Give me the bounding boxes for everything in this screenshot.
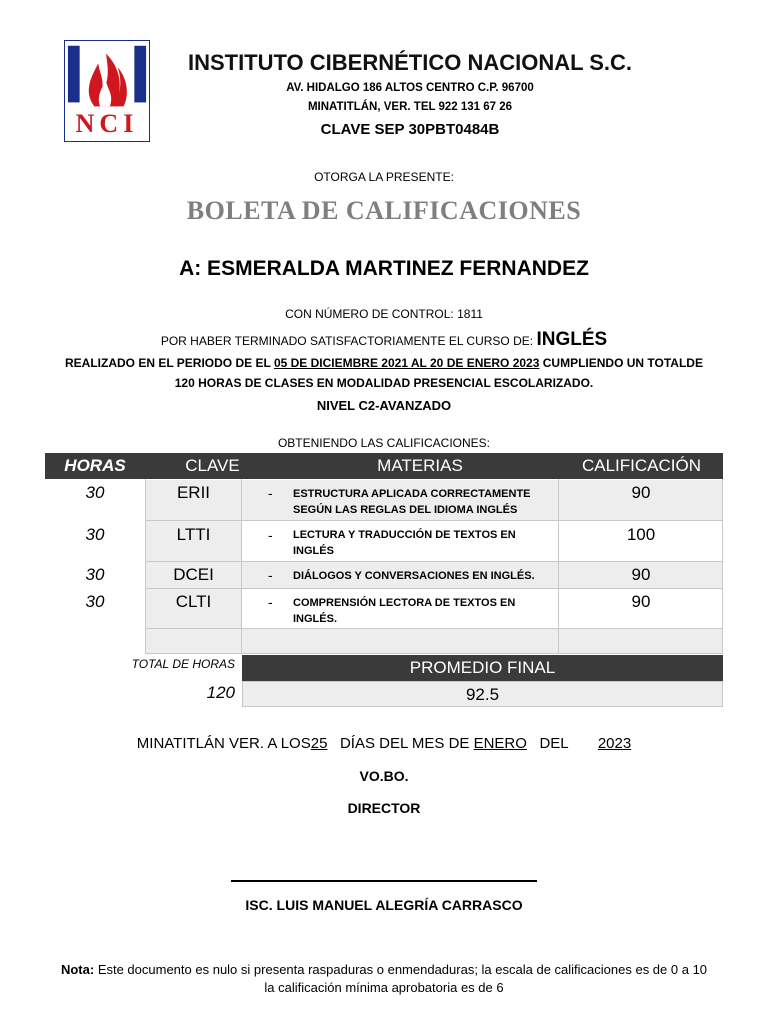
row-dash: - xyxy=(268,527,273,543)
issue-day: 25 xyxy=(310,735,328,752)
control-number: CON NÚMERO DE CONTROL: 1811 xyxy=(285,307,483,321)
del-text: DEL xyxy=(539,735,569,752)
grades-intro: OBTENIENDO LAS CALIFICACIONES: xyxy=(277,436,491,450)
period-prefix: REALIZADO EN EL PERIODO DE EL xyxy=(65,356,271,370)
note-text-1: Este documento es nulo si presenta raspaduras o enmendaduras; la escala de calificaciones es de 0 a 10 xyxy=(97,962,708,977)
row-subject: COMPRENSIÓN LECTORA DE TEXTOS EN INGLÉS. xyxy=(293,597,516,625)
institution-address: AV. HIDALGO 186 ALTOS CENTRO C.P. 96700 xyxy=(286,82,534,94)
row-dash: - xyxy=(268,485,273,501)
institution-city-phone: MINATITLÁN, VER. TEL 922 131 67 26 xyxy=(307,101,513,113)
institution-name: INSTITUTO CIBERNÉTICO NACIONAL S.C. xyxy=(187,50,633,75)
row-subject: DIÁLOGOS Y CONVERSACIONES EN INGLÉS. xyxy=(293,570,535,582)
final-average-value: 92.5 xyxy=(242,681,723,707)
note-line-1 xyxy=(0,962,768,977)
document-title: BOLETA DE CALIFICACIONES xyxy=(186,196,582,225)
row-dash: - xyxy=(268,567,273,583)
header-grade: CALIFICACIÓN xyxy=(581,456,702,475)
header-hours: HORAS xyxy=(64,456,126,475)
days-text: DÍAS DEL MES DE xyxy=(339,735,470,752)
issue-year: 2023 xyxy=(597,735,632,752)
row-grade: 90 xyxy=(631,483,651,502)
signer-name: ISC. LUIS MANUEL ALEGRÍA CARRASCO xyxy=(245,897,523,913)
institute-logo xyxy=(64,40,150,142)
hours-statement: 120 HORAS DE CLASES EN MODALIDAD PRESENCIAL ESCOLARIZADO. xyxy=(174,376,594,390)
row-hours: 30 xyxy=(85,592,105,611)
logo-text: NCI xyxy=(75,109,139,138)
director-label: DIRECTOR xyxy=(347,800,421,816)
row-key: LTTI xyxy=(176,525,211,544)
period-dates: 05 DE DICIEMBRE 2021 AL 20 DE ENERO 2023 xyxy=(273,356,540,370)
row-subject: ESTRUCTURA APLICADA CORRECTAMENTE SEGÚN LAS REGLAS DEL IDIOMA INGLÉS xyxy=(293,488,531,516)
signature-line xyxy=(231,880,537,882)
row-hours: 30 xyxy=(85,525,105,544)
note-line-2: la calificación mínima aprobatoria es de 6 xyxy=(264,980,504,995)
course-statement-text: POR HABER TERMINADO SATISFACTORIAMENTE EL CURSO DE: xyxy=(160,334,534,348)
course-name: INGLÉS xyxy=(536,329,608,350)
period-suffix: CUMPLIENDO UN TOTALDE xyxy=(542,356,703,370)
row-grade: 90 xyxy=(631,565,651,584)
place-prefix: MINATITLÁN VER. A LOS xyxy=(136,735,311,752)
header-key: CLAVE xyxy=(185,456,240,475)
row-hours: 30 xyxy=(85,483,105,502)
row-key: ERII xyxy=(176,483,211,502)
period-statement xyxy=(0,356,768,370)
course-level: NIVEL C2-AVANZADO xyxy=(316,398,452,413)
otorga-text: OTORGA LA PRESENTE: xyxy=(314,170,454,184)
row-hours: 30 xyxy=(85,565,105,584)
row-dash: - xyxy=(268,594,273,610)
row-grade: 100 xyxy=(626,525,656,544)
row-key: CLTI xyxy=(175,592,212,611)
note-label: Nota: xyxy=(60,962,95,977)
sep-key: CLAVE SEP 30PBT0484B xyxy=(320,121,500,138)
issue-date-line xyxy=(0,735,768,752)
row-subject: LECTURA Y TRADUCCIÓN DE TEXTOS EN INGLÉS xyxy=(293,529,516,557)
row-key: DCEI xyxy=(173,565,214,584)
row-grade: 90 xyxy=(631,592,651,611)
total-hours-label: TOTAL DE HORAS xyxy=(131,657,235,671)
course-statement xyxy=(0,329,768,351)
student-name: A: ESMERALDA MARTINEZ FERNANDEZ xyxy=(179,257,589,280)
issue-month: ENERO xyxy=(473,735,527,752)
grades-table-header xyxy=(45,453,723,479)
flame-emblem-icon xyxy=(65,41,149,115)
header-subjects: MATERIAS xyxy=(377,456,463,475)
vobo-label: VO.BO. xyxy=(359,768,409,784)
final-average-label: PROMEDIO FINAL xyxy=(242,655,723,681)
total-hours-value: 120 xyxy=(206,683,235,702)
